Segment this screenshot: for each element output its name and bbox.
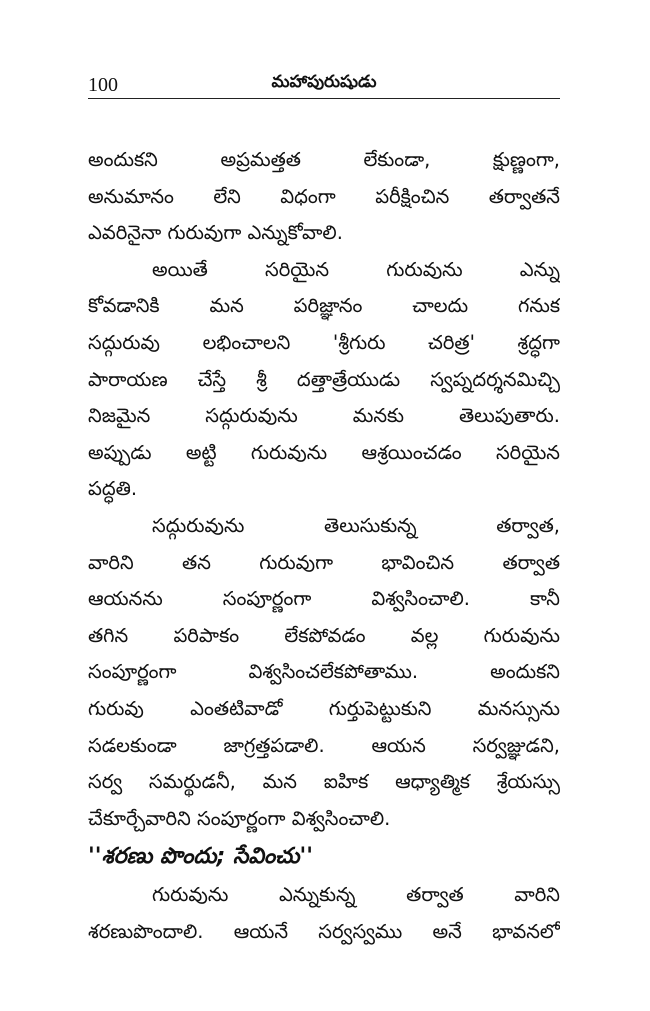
page-body bbox=[88, 142, 560, 950]
text-line: సర్వ సమర్థుడనీ, మన ఐహిక ఆధ్యాత్మిక శ్రేయస్సు bbox=[88, 770, 560, 794]
text-line: అయితే సరియైన గురువును ఎన్ను bbox=[152, 257, 560, 281]
text-line: ఎవరినైనా గురువుగా ఎన్నుకోవాలి. bbox=[88, 221, 343, 245]
section-subheading: ''శరణు పొందు; సేవించు'' bbox=[88, 844, 314, 870]
text-line: శరణుపొందాలి. ఆయనే సర్వస్వము అనే భావనలో bbox=[88, 919, 560, 943]
text-line: అప్పుడు అట్టి గురువును ఆశ్రయించడం సరియైన bbox=[88, 440, 560, 464]
text-line: సద్గురువును తెలుసుకున్న తర్వాత, bbox=[152, 513, 560, 537]
text-line: నిజమైన సద్గురువును మనకు తెలుపుతారు. bbox=[88, 404, 560, 428]
text-line: చేకూర్చేవారిని సంపూర్ణంగా విశ్వసించాలి. bbox=[88, 806, 391, 830]
running-title: మహాపురుషుడు bbox=[271, 72, 377, 92]
text-line: పారాయణ చేస్తే శ్రీ దత్తాత్రేయుడు స్వప్నదర్శనమిచ్చి bbox=[88, 367, 560, 391]
paragraph bbox=[88, 142, 560, 252]
text-line: అందుకని అప్రమత్తత లేకుండా, క్షుణ్ణంగా, bbox=[88, 148, 560, 171]
text-line: తగిన పరిపాకం లేకపోవడం వల్ల గురువును bbox=[88, 623, 560, 647]
page-number: 100 bbox=[88, 74, 118, 96]
text-line: సంపూర్ణంగా విశ్వసించలేకపోతాము. అందుకని bbox=[88, 660, 560, 684]
text-line: గురువు ఎంతటివాడో గుర్తుపెట్టుకుని మనస్సును bbox=[88, 696, 560, 720]
text-line: వారిని తన గురువుగా భావించిన తర్వాత bbox=[88, 550, 560, 574]
text-line: గురువును ఎన్నుకున్న తర్వాత వారిని bbox=[152, 883, 560, 907]
book-page bbox=[88, 70, 560, 970]
paragraph bbox=[88, 252, 560, 508]
text-line: అనుమానం లేని విధంగా పరీక్షించిన తర్వాతనే bbox=[88, 184, 560, 208]
text-line: కోవడానికి మన పరిజ్ఞానం చాలదు గనుక bbox=[88, 294, 560, 318]
paragraph bbox=[88, 508, 560, 837]
page-header bbox=[88, 70, 560, 99]
text-line: సడలకుండా జాగ్రత్తపడాలి. ఆయన సర్వజ్ఞుడని, bbox=[88, 733, 560, 757]
text-line: సద్గురువు లభించాలని 'శ్రీగురు చరిత్ర' శ్రద్ధగా bbox=[88, 330, 560, 354]
paragraph bbox=[88, 877, 560, 950]
text-line: ఆయనను సంపూర్ణంగా విశ్వసించాలి. కానీ bbox=[88, 587, 560, 611]
text-line: పద్ధతి. bbox=[88, 477, 138, 501]
